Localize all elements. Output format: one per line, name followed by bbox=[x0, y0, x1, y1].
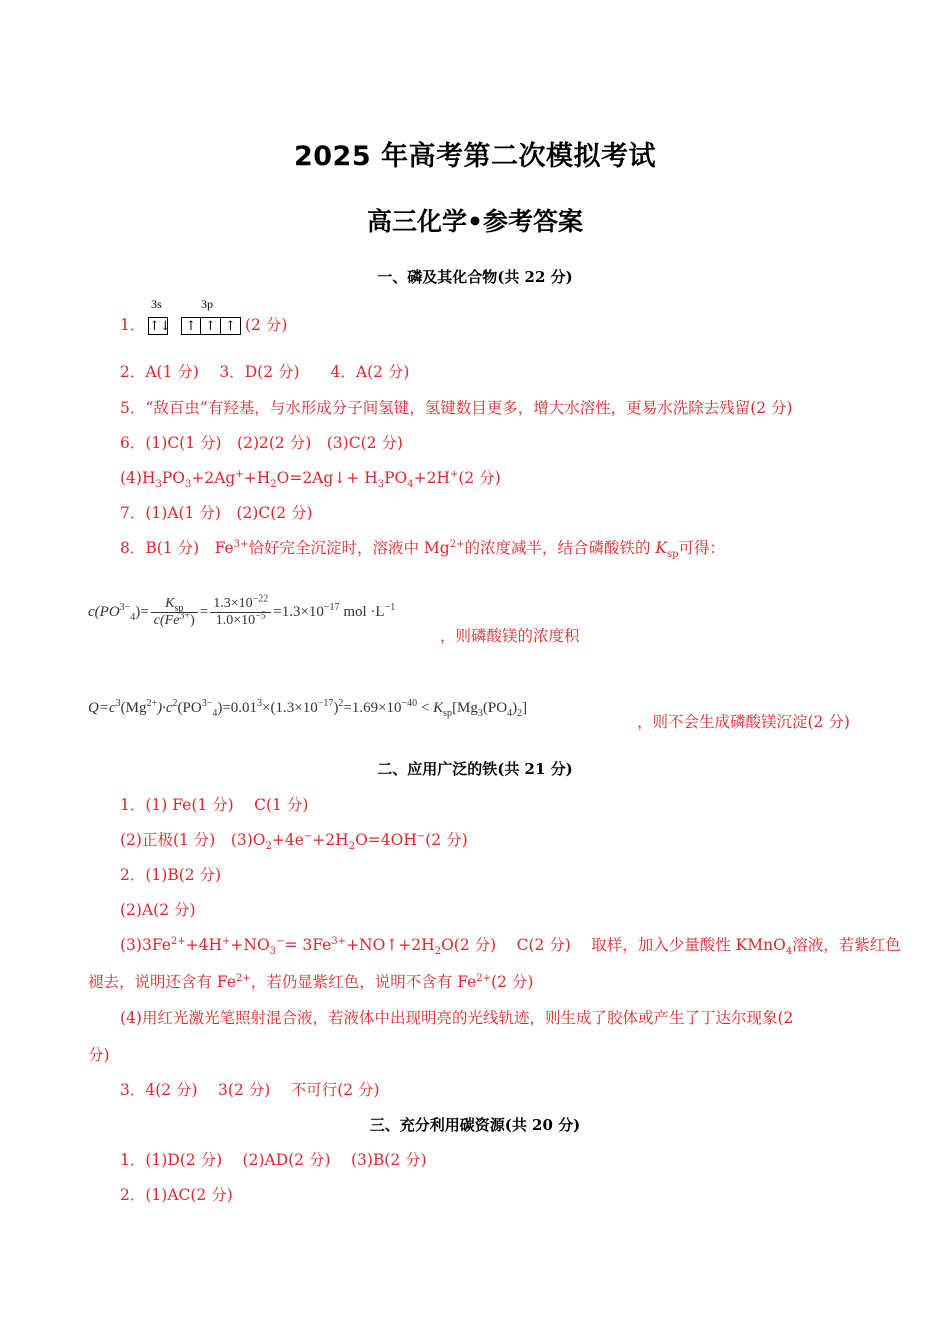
answer-s2-q2-part3 bbox=[120, 933, 901, 958]
text-part: (3)3Fe bbox=[120, 936, 171, 954]
text-part: (2 分) bbox=[425, 831, 468, 849]
orbital-3s-label: 3s bbox=[151, 297, 162, 311]
subscript: 2 bbox=[270, 479, 277, 491]
answer-q5: 5．“敌百虫”有羟基，与水形成分子间氢键，氢键数目更多，增大水溶性，更易水洗除去残留(2 分) bbox=[120, 399, 793, 417]
formula2-tail-text: ，则不会生成磷酸镁沉淀(2 分) bbox=[637, 713, 850, 731]
formula-part: )·c bbox=[157, 700, 173, 716]
formula-part: Q bbox=[88, 700, 99, 716]
text-part: 8．B(1 分) Fe bbox=[120, 539, 234, 557]
formula-concentration-product bbox=[88, 700, 527, 717]
formula1-tail-text: ，则磷酸镁的浓度积 bbox=[440, 627, 580, 645]
text-part: = 3Fe bbox=[284, 936, 332, 954]
subscript: 4 bbox=[407, 479, 414, 491]
answer-q7: 7．(1)A(1 分) (2)C(2 分) bbox=[120, 504, 313, 522]
superscript: + bbox=[449, 468, 459, 480]
formula-part: (PO bbox=[482, 700, 508, 716]
subscript: 3 bbox=[477, 708, 483, 719]
eq-part: (4)H bbox=[120, 469, 156, 487]
superscript: − bbox=[303, 830, 313, 842]
unit: mol ·L bbox=[339, 603, 385, 620]
orbital-box: ↑ bbox=[221, 317, 241, 335]
superscript: 3− bbox=[201, 698, 213, 709]
answer-s2-q2-part3-cont bbox=[88, 970, 533, 992]
superscript: 3 bbox=[257, 698, 263, 709]
answer-q6-equation bbox=[120, 466, 501, 491]
subscript: 4 bbox=[507, 708, 513, 719]
eq-part: PO bbox=[384, 469, 408, 487]
formula-part: =1.69×10 bbox=[343, 700, 402, 716]
superscript: −1 bbox=[384, 601, 396, 613]
superscript: −17 bbox=[323, 601, 340, 613]
subscript: 2 bbox=[348, 841, 356, 853]
formula-phosphate-concentration bbox=[88, 593, 396, 629]
subscript: 3 bbox=[155, 479, 162, 491]
superscript: −5 bbox=[255, 610, 266, 622]
denominator: 1.0×10 bbox=[215, 613, 256, 628]
orbital-box: ↑↓ bbox=[149, 318, 171, 334]
answer-s2-q1: 1．(1) Fe(1 分) C(1 分) bbox=[120, 796, 309, 814]
superscript: 2+ bbox=[236, 972, 251, 984]
text-part: (2 分) bbox=[491, 973, 534, 991]
formula-part: ×(1.3×10 bbox=[262, 700, 318, 716]
superscript: + bbox=[222, 935, 231, 947]
subscript: sp bbox=[443, 708, 453, 719]
eq-part: PO bbox=[161, 469, 185, 487]
answer-q6: 6．(1)C(1 分) (2)2(2 分) (3)C(2 分) bbox=[120, 434, 403, 452]
subscript: 3 bbox=[185, 479, 192, 491]
denominator-end: ) bbox=[190, 613, 195, 628]
ksp-symbol: K bbox=[655, 539, 667, 557]
superscript: −40 bbox=[401, 698, 418, 709]
answer-s2-q2-part2: (2)A(2 分) bbox=[120, 901, 196, 919]
subscript: 4 bbox=[130, 611, 136, 623]
superscript: 2 bbox=[338, 698, 344, 709]
formula-part: (Mg bbox=[120, 700, 147, 716]
answer-s2-q2-part4: (4)用红光激光笔照射混合液，若液体中出现明亮的光线轨迹，则生成了胶体或产生了丁达尔现象(2 bbox=[120, 1009, 794, 1027]
superscript: −17 bbox=[317, 698, 334, 709]
subscript: 2 bbox=[517, 708, 523, 719]
answer-s3-q1: 1．(1)D(2 分) (2)AD(2 分) (3)B(2 分) bbox=[120, 1151, 427, 1169]
page-subtitle: 高三化学•参考答案 bbox=[367, 207, 583, 236]
subscript: sp bbox=[174, 602, 184, 614]
fraction-values bbox=[210, 593, 271, 629]
superscript: 3+ bbox=[331, 935, 347, 947]
superscript: 3− bbox=[119, 601, 131, 613]
answer-s2-q2-part4-cont: 分) bbox=[88, 1046, 110, 1064]
orbital-3p-label: 3p bbox=[201, 297, 213, 311]
subscript: 2 bbox=[265, 841, 272, 853]
superscript: −22 bbox=[252, 593, 269, 605]
formula-part: ) bbox=[512, 700, 518, 716]
subscript: 2 bbox=[434, 946, 442, 958]
answer-s2-q3: 3．4(2 分) 3(2 分) 不可行(2 分) bbox=[120, 1081, 380, 1099]
superscript: 3 bbox=[115, 698, 121, 709]
subscript: 4 bbox=[785, 946, 793, 958]
orbital-3p-boxes bbox=[181, 315, 241, 335]
numerator: K bbox=[165, 596, 175, 611]
formula-part: ) bbox=[333, 700, 339, 716]
text-part: O=4OH bbox=[355, 831, 417, 849]
orbital-3s-box bbox=[148, 315, 171, 335]
superscript: 3+ bbox=[179, 610, 191, 622]
formula-part: [Mg bbox=[452, 700, 478, 716]
denominator: c(Fe bbox=[153, 613, 180, 628]
orbital-box: ↑ bbox=[181, 317, 201, 335]
answer-s3-q2: 2．(1)AC(2 分) bbox=[120, 1186, 233, 1204]
question-number: 1． bbox=[120, 316, 146, 334]
section-heading-1: 一、磷及其化合物(共 22 分) bbox=[377, 268, 573, 286]
superscript: 2+ bbox=[449, 538, 465, 550]
formula-part: =c bbox=[98, 700, 116, 716]
subscript: 3 bbox=[269, 946, 277, 958]
answer-q2-q4: 2．A(1 分) 3．D(2 分) 4．A(2 分) bbox=[120, 363, 410, 381]
answer-s2-q2: 2．(1)B(2 分) bbox=[120, 866, 222, 884]
answer-s2-q1-part2 bbox=[120, 828, 468, 853]
superscript: 2+ bbox=[476, 972, 492, 984]
text-part: 可得： bbox=[678, 539, 726, 557]
formula-part: = bbox=[199, 603, 209, 620]
superscript: + bbox=[235, 468, 244, 480]
superscript: − bbox=[276, 935, 285, 947]
text-part: +NO↑+2H bbox=[346, 936, 435, 954]
formula-part: ] bbox=[522, 700, 528, 716]
superscript: − bbox=[416, 830, 426, 842]
text-part: ，若仍显紫红色，说明不含有 Fe bbox=[250, 973, 477, 991]
formula-result: =1.3×10 bbox=[273, 603, 324, 620]
superscript: 2 bbox=[172, 698, 178, 709]
numerator: 1.3×10 bbox=[213, 596, 253, 611]
formula-part: )=0.01 bbox=[217, 700, 258, 716]
answer-q1-score: (2 分) bbox=[245, 316, 288, 334]
eq-part: +2Ag bbox=[191, 469, 236, 487]
answer-q1 bbox=[120, 313, 145, 335]
text-part: +2H bbox=[312, 831, 349, 849]
superscript: 2+ bbox=[146, 698, 158, 709]
text-part: 的浓度减半，结合磷酸铁的 bbox=[464, 539, 656, 557]
ksp-symbol: K bbox=[433, 700, 444, 716]
text-part: 褪去，说明还含有 Fe bbox=[88, 973, 237, 991]
section-heading-2: 二、应用广泛的铁(共 21 分) bbox=[377, 760, 573, 778]
formula-part: (PO bbox=[177, 700, 202, 716]
eq-part: +H bbox=[243, 469, 271, 487]
subscript: 3 bbox=[377, 479, 385, 491]
eq-part: O=2Ag↓+ H bbox=[276, 469, 378, 487]
text-part: 恰好完全沉淀时，溶液中 Mg bbox=[248, 539, 450, 557]
superscript: 3+ bbox=[233, 538, 249, 550]
answer-q8 bbox=[120, 536, 726, 561]
text-part: +4H bbox=[185, 936, 223, 954]
eq-part: (2 分) bbox=[458, 469, 501, 487]
fraction-ksp bbox=[151, 596, 198, 629]
text-part: 溶液，若紫红色 bbox=[792, 936, 901, 954]
subscript: sp bbox=[666, 549, 679, 561]
subscript: 4 bbox=[212, 708, 218, 719]
text-part: (2)正极(1 分) (3)O bbox=[120, 831, 266, 849]
comparison-sign: < bbox=[417, 700, 434, 716]
orbital-box: ↑ bbox=[201, 317, 221, 335]
formula-part: c(PO bbox=[88, 603, 120, 620]
formula-part: )= bbox=[135, 603, 149, 620]
text-part: +NO bbox=[230, 936, 270, 954]
page-title: 2025 年高考第二次模拟考试 bbox=[293, 141, 657, 172]
section-heading-3: 三、充分利用碳资源(共 20 分) bbox=[369, 1116, 581, 1134]
text-part: +4e bbox=[271, 831, 304, 849]
text-part: O(2 分) C(2 分) 取样，加入少量酸性 KMnO bbox=[441, 936, 786, 954]
eq-part: +2H bbox=[413, 469, 450, 487]
superscript: 2+ bbox=[170, 935, 186, 947]
